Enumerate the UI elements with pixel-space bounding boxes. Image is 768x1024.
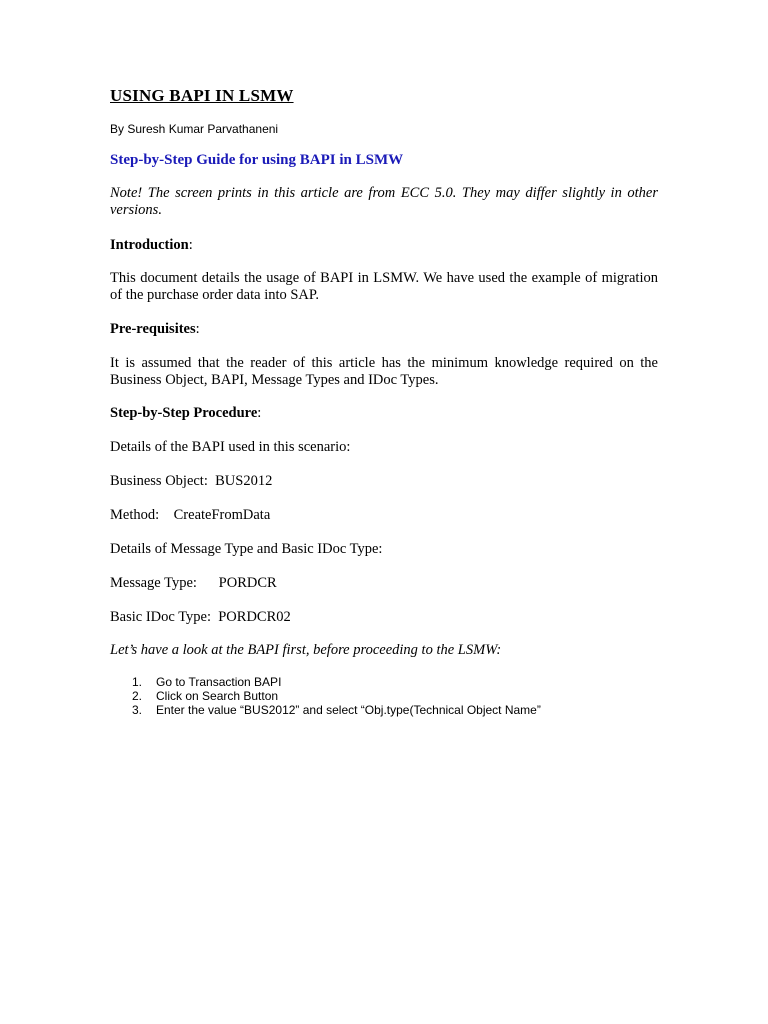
introduction-heading [110, 237, 658, 254]
procedure-heading-colon: : [257, 405, 262, 421]
method-line: Method: CreateFromData [110, 507, 271, 523]
message-type-line: Message Type: PORDCR [110, 575, 277, 591]
introduction-heading-colon: : [188, 237, 193, 253]
prerequisites-heading-colon: : [195, 321, 200, 337]
idoc-type-line: Basic IDoc Type: PORDCR02 [110, 609, 291, 625]
step-number: 2. [132, 689, 143, 703]
bapi-details-line: Details of the BAPI used in this scenario: [110, 439, 351, 455]
note-paragraph: Note! The screen prints in this article are from ECC 5.0. They may differ slightly in other versions. [110, 185, 658, 218]
prerequisites-paragraph: It is assumed that the reader of this article has the minimum knowledge required on the Business Object, BAPI, Message Types and IDoc Types. [110, 355, 658, 388]
prerequisites-heading [110, 321, 658, 338]
document-title: USING BAPI IN LSMW [110, 86, 294, 105]
step-number: 3. [132, 703, 143, 717]
step-text: Click on Search Button [156, 689, 279, 703]
procedure-heading-text: Step-by-Step Procedure [110, 405, 258, 421]
step-text: Go to Transaction BAPI [156, 675, 282, 689]
introduction-heading-text: Introduction [110, 237, 189, 253]
steps-list [110, 675, 670, 717]
list-item [110, 703, 670, 717]
step-text: Enter the value “BUS2012” and select “Obj.type(Technical Object Name” [156, 703, 541, 717]
step-number: 1. [132, 675, 143, 689]
list-item [110, 675, 670, 689]
introduction-paragraph: This document details the usage of BAPI in LSMW. We have used the example of migration of the purchase order data into SAP. [110, 270, 658, 303]
prerequisites-heading-text: Pre-requisites [110, 321, 196, 337]
author-line: By Suresh Kumar Parvathaneni [110, 122, 279, 136]
list-item [110, 689, 670, 703]
guide-title: Step-by-Step Guide for using BAPI in LSMW [110, 152, 404, 168]
lead-in-line: Let’s have a look at the BAPI first, before proceeding to the LSMW: [110, 642, 502, 658]
procedure-heading [110, 405, 658, 422]
business-object-line: Business Object: BUS2012 [110, 473, 273, 489]
message-details-line: Details of Message Type and Basic IDoc Type: [110, 541, 383, 557]
